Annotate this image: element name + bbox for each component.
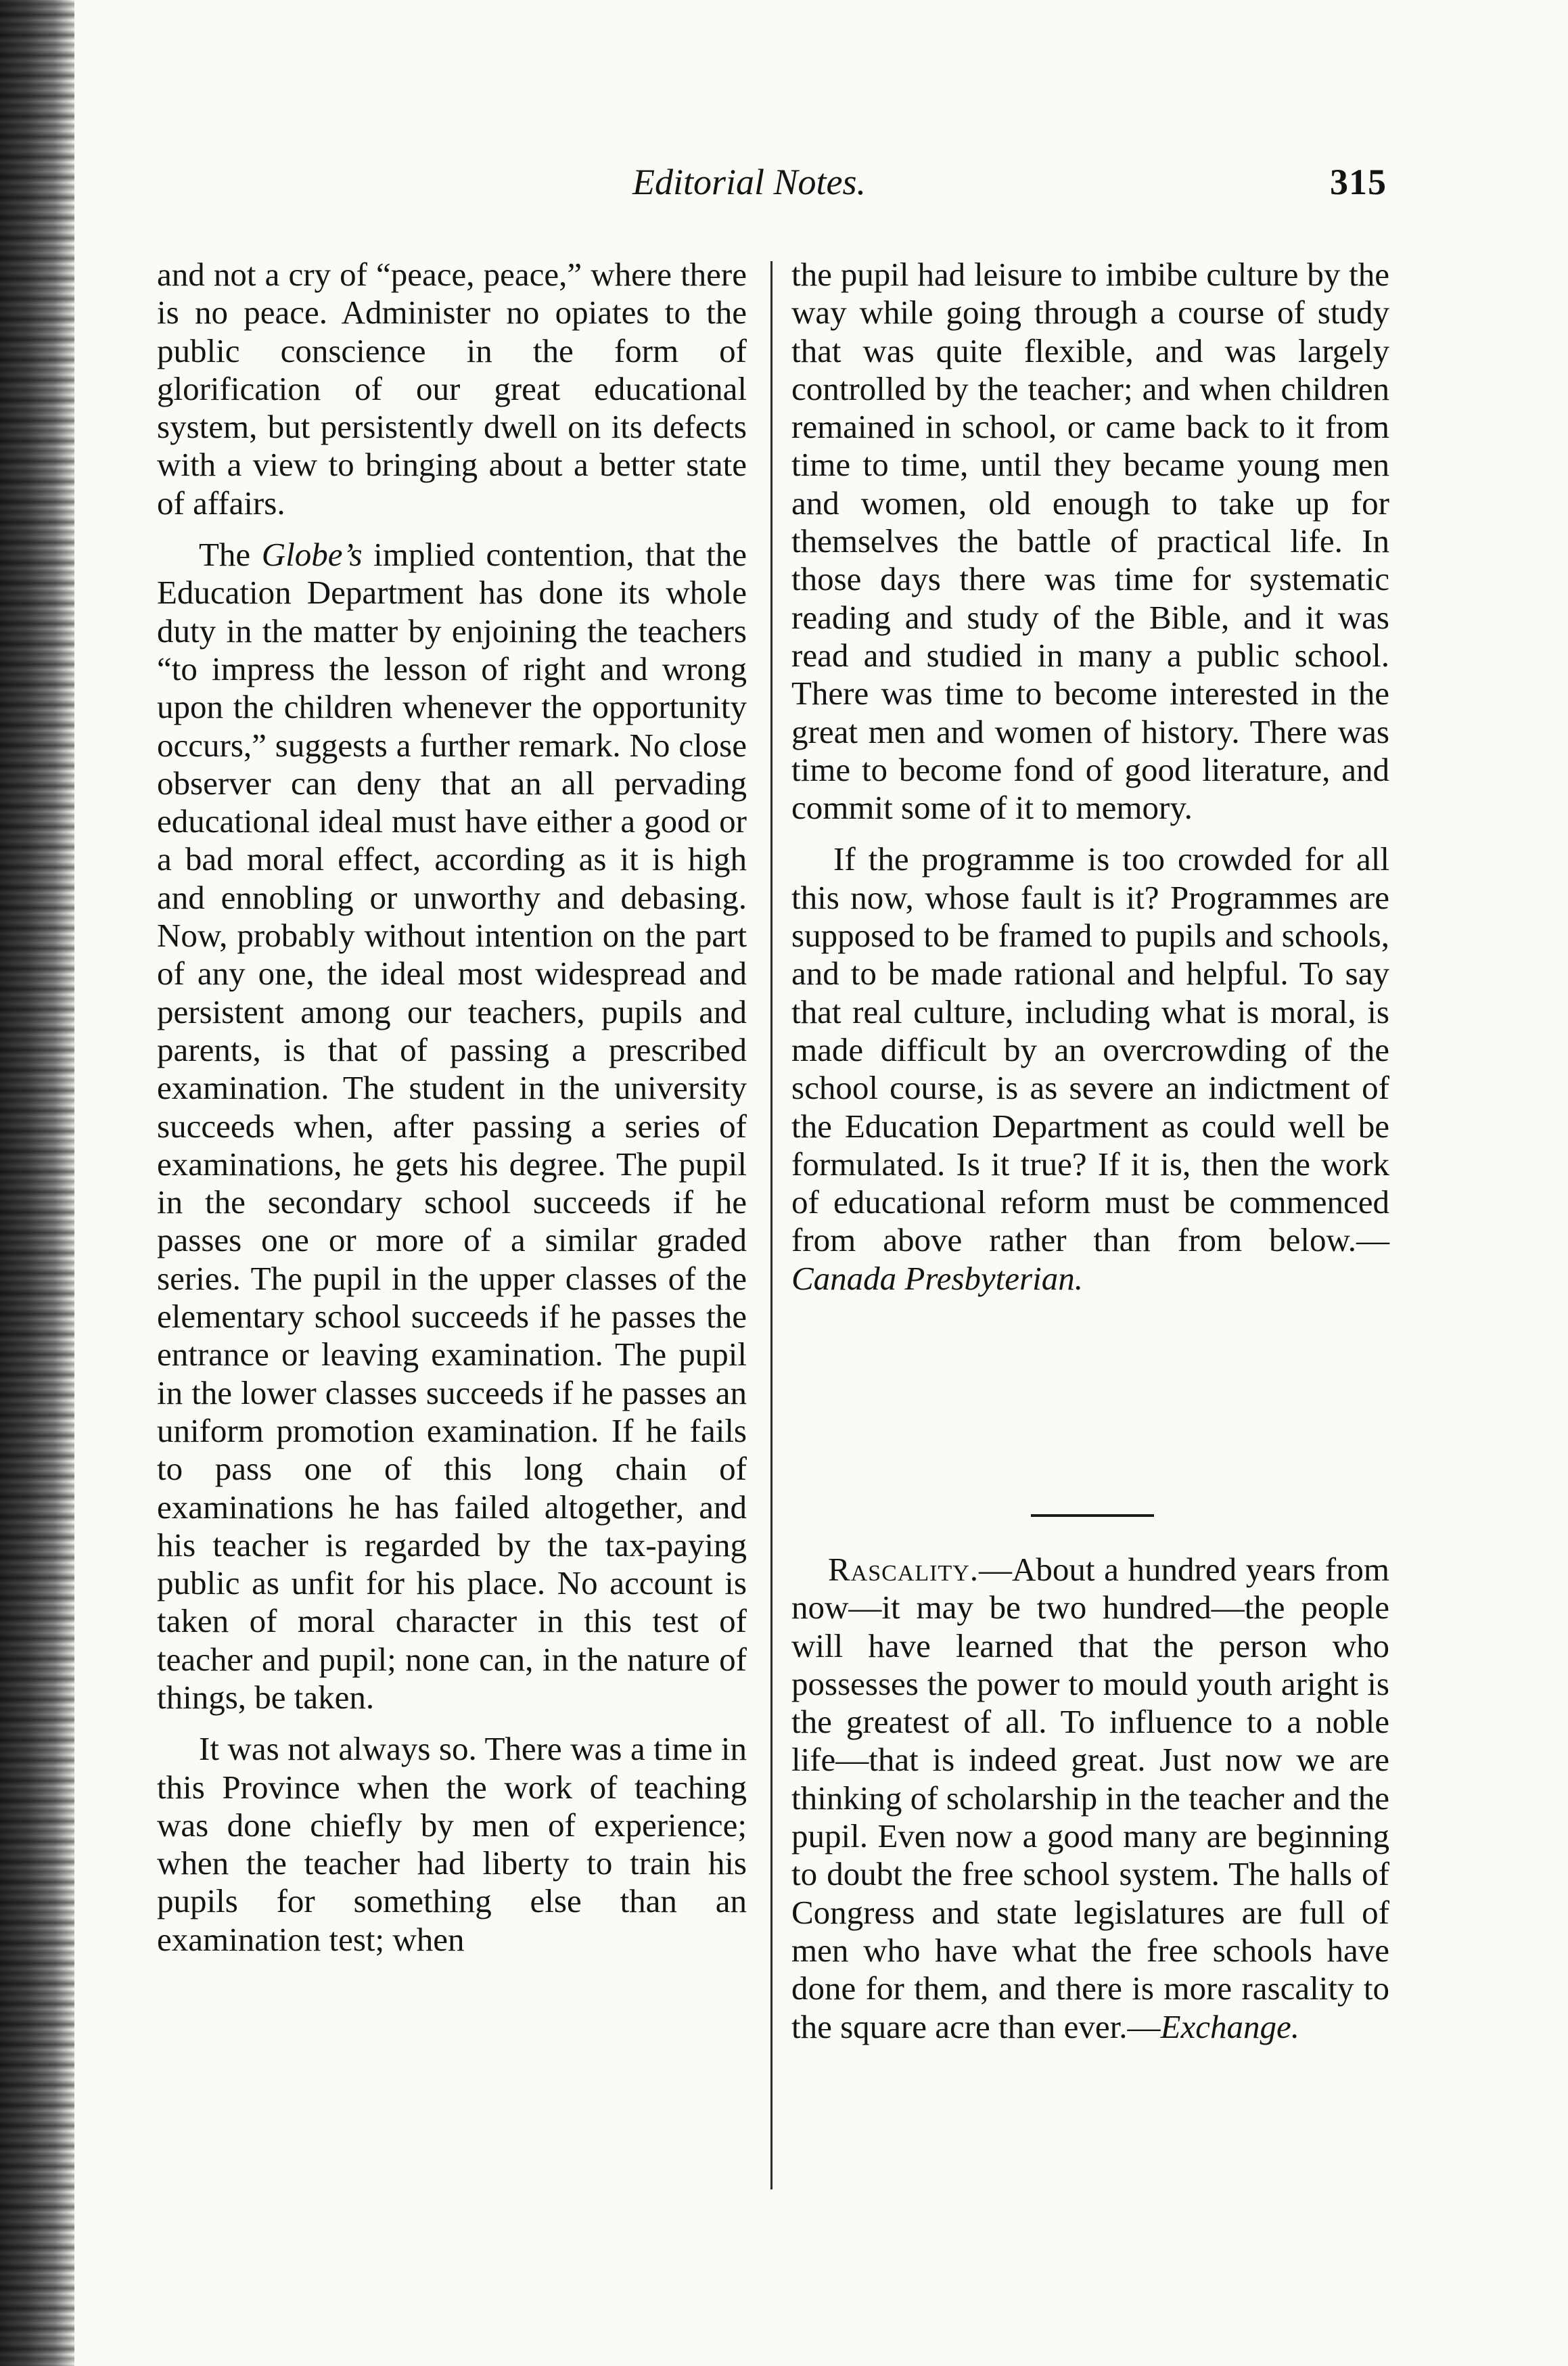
globe-title: Globe’s [261, 536, 363, 574]
page-number: 315 [1330, 162, 1387, 202]
rascality-section [791, 1551, 1389, 2046]
source-attribution: Canada Presbyterian. [791, 1259, 1083, 1297]
paragraph-globe [157, 536, 747, 1716]
left-column [157, 256, 747, 1959]
paragraph-text: implied contention, that the Education Department has done its whole duty in the matter by enjoining the teachers “to impress the lesson of right and wrong upon the children whenever the opportunity occurs,” suggests a further remark. No close observer can deny that an all pervading educational ideal must have either a good or a bad moral effect, according as it is high and ennobling or unworthy and debasing. Now, probably without intention on the part of any one, the ideal most widespread and persistent among our teachers, pupils and parents, is that of passing a prescribed examination. The student in the university succeeds when, after passing a series of examinations, he gets his degree. The pupil in the secondary school succeeds if he passes one or more of a similar graded series. The pupil in the upper classes of the elementary school succeeds if he passes the entrance or leaving examination. The pupil in the lower classes succeeds if he passes an uniform promotion examination. If he fails to pass one of this long chain of examinations he has failed altogether, and his teacher is regarded by the tax-paying public as unfit for his place. No account is taken of moral character in this test of teacher and pupil; none can, in the nature of things, be taken. [157, 536, 747, 1716]
right-column [791, 256, 1389, 1298]
paragraph-programme [791, 840, 1389, 1298]
paragraph: and not a cry of “peace, peace,” where there is no peace. Administer no opiates to the public conscience in the form of glorification of our great educational system, but persistently dwell on its defects with a view to bringing about a better state of affairs. [157, 256, 747, 522]
paragraph-intro: The [199, 536, 251, 574]
book-binding-edge [0, 0, 74, 2366]
section-heading: Rascality. [828, 1551, 979, 1588]
paragraph: It was not always so. There was a time in this Province when the work of teaching was done chiefly by men of experience; when the teacher had liberty to train his pupils for something else than an examination test; when [157, 1730, 747, 1958]
section-separator [1031, 1514, 1154, 1517]
running-title: Editorial Notes. [632, 162, 867, 202]
page-header [609, 161, 1387, 208]
paragraph-text: —About a hundred years from now—it may be two hundred—the people will have learned that the person who possesses the power to mould youth aright is the greatest of all. To influence to a noble life—that is indeed great. Just now we are thinking of scholarship in the teacher and the pupil. Even now a good many are beginning to doubt the free school system. The halls of Congress and state legislatures are full of men who have what the free schools have done for them, and there is more rascality to the square acre than ever.— [791, 1551, 1389, 2045]
source-attribution: Exchange. [1160, 2007, 1299, 2045]
column-divider [770, 261, 773, 2189]
paragraph-rascality [791, 1551, 1389, 2046]
paragraph-text: If the programme is too crowded for all this now, whose fault is it? Programmes are supposed to be framed to pupils and schools, and to be made rational and helpful. To say that real culture, including what is moral, is made difficult by an overcrowding of the school course, is as severe an indictment of the Education Department as could well be formulated. Is it true? If it is, then the work of educational reform must be commenced from above rather than from below.— [791, 840, 1389, 1259]
paragraph: the pupil had leisure to imbibe culture by the way while going through a course of study that was quite flexible, and was largely controlled by the teacher; and when children remained in school, or came back to it from time to time, until they became young men and women, old enough to take up for themselves the battle of practical life. In those days there was time for systematic reading and study of the Bible, and it was read and studied in many a public school. There was time to become interested in the great men and women of history. There was time to become fond of good literature, and commit some of it to memory. [791, 256, 1389, 827]
